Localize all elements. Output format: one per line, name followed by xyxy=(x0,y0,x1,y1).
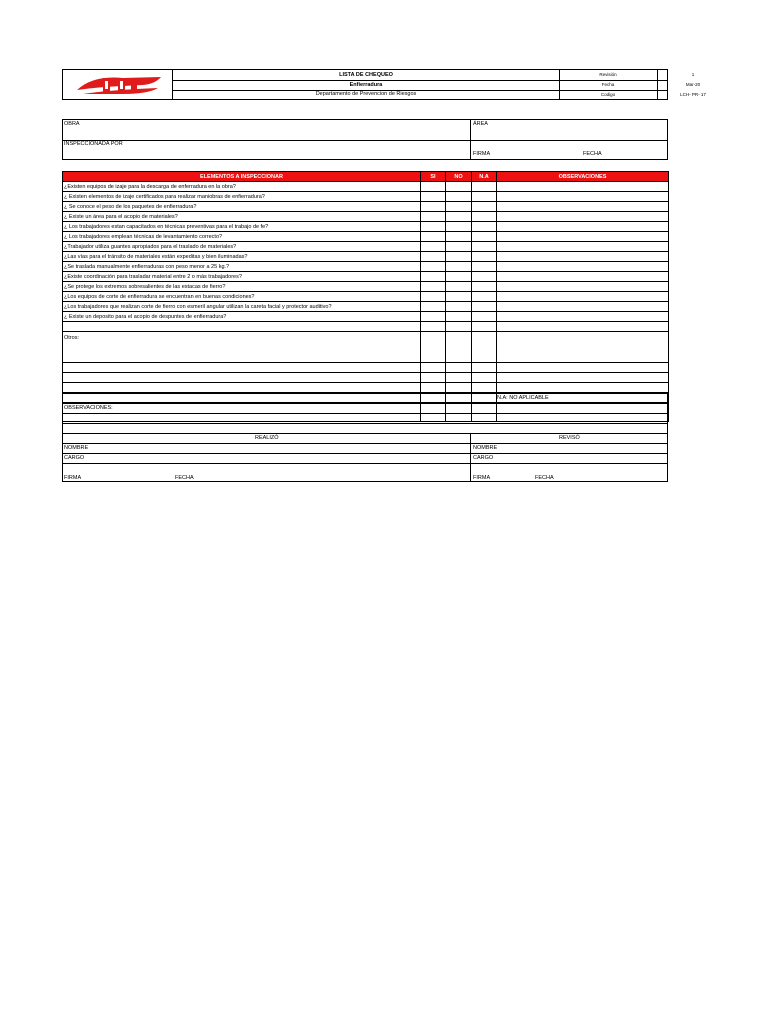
table-row xyxy=(63,192,669,202)
no-checkbox[interactable] xyxy=(446,262,472,272)
observation-cell[interactable] xyxy=(497,242,669,252)
extra-item[interactable] xyxy=(63,373,421,383)
info-fecha-label: FECHA xyxy=(583,151,602,157)
na-checkbox[interactable] xyxy=(472,272,497,282)
na-checkbox[interactable] xyxy=(472,182,497,192)
no-checkbox[interactable] xyxy=(446,272,472,282)
no-checkbox[interactable] xyxy=(446,282,472,292)
realizo-nombre-label: NOMBRE xyxy=(64,445,89,451)
no-checkbox[interactable] xyxy=(446,182,472,192)
na-checkbox[interactable] xyxy=(472,242,497,252)
table-row xyxy=(63,272,669,282)
inspection-item: ¿ Se conoce el peso de los paquetes de enfierradura? xyxy=(63,202,421,212)
inspection-item: ¿Existen equipos de izaje para la descarga de enferradura en la obra? xyxy=(63,182,421,192)
no-checkbox[interactable] xyxy=(446,373,472,383)
blank-item xyxy=(63,322,421,332)
realizo-cargo-label: CARGO xyxy=(64,455,85,461)
si-checkbox[interactable] xyxy=(421,282,446,292)
extra-item[interactable] xyxy=(63,363,421,373)
na-checkbox[interactable] xyxy=(472,373,497,383)
na-checkbox[interactable] xyxy=(472,262,497,272)
na-checkbox[interactable] xyxy=(472,312,497,322)
na-checkbox[interactable] xyxy=(472,302,497,312)
document-subtitle: Enfierradura xyxy=(173,80,560,90)
na-note: N.A: NO APLICABLE xyxy=(497,395,549,401)
table-row xyxy=(63,182,669,192)
no-checkbox[interactable] xyxy=(446,292,472,302)
inspection-item: ¿Trabajador utiliza guantes apropiados para el traslado de materiales? xyxy=(63,242,421,252)
no-checkbox[interactable] xyxy=(446,363,472,373)
obra-label: OBRA xyxy=(64,121,80,127)
lower-line-3 xyxy=(63,423,667,424)
reviso-cargo-label: CARGO xyxy=(473,455,494,461)
no-checkbox[interactable] xyxy=(446,332,472,363)
observation-cell[interactable] xyxy=(497,322,669,332)
no-checkbox[interactable] xyxy=(446,202,472,212)
si-checkbox[interactable] xyxy=(421,383,446,393)
codigo-label: Codigo xyxy=(559,90,658,99)
table-row xyxy=(63,212,669,222)
si-checkbox[interactable] xyxy=(421,202,446,212)
observation-cell[interactable] xyxy=(497,262,669,272)
na-checkbox[interactable] xyxy=(472,232,497,242)
inspection-item: ¿Las vías para el tránsito de materiales están expeditas y bien iluminadas? xyxy=(63,252,421,262)
si-checkbox[interactable] xyxy=(421,302,446,312)
department-name: Departamento de Prevencion de Riesgos xyxy=(173,90,560,99)
lower-line-1 xyxy=(63,403,667,404)
reviso-fecha-label: FECHA xyxy=(535,475,554,481)
si-checkbox[interactable] xyxy=(421,272,446,282)
inspection-item: ¿ Existe un área para el acopio de materiales? xyxy=(63,212,421,222)
inspeccionada-label: INSPECCIONADA POR xyxy=(64,141,123,147)
otros-label: Otros: xyxy=(63,332,421,363)
extra-row xyxy=(63,383,669,393)
header-no: NO xyxy=(446,172,472,182)
si-checkbox[interactable] xyxy=(421,252,446,262)
extra-row xyxy=(63,363,669,373)
si-checkbox[interactable] xyxy=(421,292,446,302)
no-checkbox[interactable] xyxy=(446,383,472,393)
table-row xyxy=(63,282,669,292)
table-row xyxy=(63,302,669,312)
realizo-label: REALIZÓ xyxy=(255,435,279,441)
observation-cell[interactable] xyxy=(497,332,669,363)
signature-divider xyxy=(470,433,471,481)
si-checkbox[interactable] xyxy=(421,312,446,322)
si-checkbox[interactable] xyxy=(421,212,446,222)
table-row-blank xyxy=(63,322,669,332)
observation-cell[interactable] xyxy=(497,302,669,312)
inspection-item: ¿Los trabajadores que realizan corte de fierro con esmeril angular utilizan la careta facial y protector auditivo? xyxy=(63,302,421,312)
realizo-firma-label: FIRMA xyxy=(64,475,82,481)
inspection-item: ¿Se protege los extremos sobresalientes de las estacas de fierro? xyxy=(63,282,421,292)
revision-value: 1 xyxy=(691,72,695,77)
header-elementos: ELEMENTOS A INSPECCIONAR xyxy=(63,172,421,182)
table-header-row xyxy=(63,172,669,182)
no-checkbox[interactable] xyxy=(446,222,472,232)
lower-line-2 xyxy=(63,413,667,414)
si-checkbox[interactable] xyxy=(421,182,446,192)
no-checkbox[interactable] xyxy=(446,192,472,202)
extra-row xyxy=(63,373,669,383)
observation-cell[interactable] xyxy=(497,272,669,282)
inspection-item: ¿ Los trabajadores emplean técnicas de levantamiento correcto? xyxy=(63,232,421,242)
table-row xyxy=(63,292,669,302)
company-logo xyxy=(63,70,173,99)
reviso-nombre-label: NOMBRE xyxy=(473,445,498,451)
na-checkbox[interactable] xyxy=(472,212,497,222)
document-header xyxy=(62,69,706,100)
si-checkbox[interactable] xyxy=(421,332,446,363)
inspection-item: ¿ Existen elementos de izaje certificados para realizar maniobras de enfierradura? xyxy=(63,192,421,202)
inspection-item: ¿Los equipos de corte de enfierradura se encuentran en buenas condiciones? xyxy=(63,292,421,302)
info-section xyxy=(62,119,668,160)
observation-cell[interactable] xyxy=(497,282,669,292)
info-row-divider xyxy=(63,140,667,141)
na-checkbox[interactable] xyxy=(472,252,497,262)
lower-line-6 xyxy=(63,453,667,454)
no-checkbox[interactable] xyxy=(446,212,472,222)
observaciones-label: OBSERVACIONES: xyxy=(64,405,113,411)
signature-section xyxy=(62,393,668,482)
na-checkbox[interactable] xyxy=(472,322,497,332)
no-checkbox[interactable] xyxy=(446,302,472,312)
inspection-item: ¿Existe coordinación para trasladar material entre 2 o más trabajadores? xyxy=(63,272,421,282)
si-checkbox[interactable] xyxy=(421,322,446,332)
table-row xyxy=(63,252,669,262)
header-na: N.A xyxy=(472,172,497,182)
observation-cell[interactable] xyxy=(497,212,669,222)
lower-line-5 xyxy=(63,443,667,444)
na-checkbox[interactable] xyxy=(472,292,497,302)
observation-cell[interactable] xyxy=(497,383,669,393)
document-title: LISTA DE CHEQUEO xyxy=(173,70,560,80)
table-row xyxy=(63,262,669,272)
si-checkbox[interactable] xyxy=(421,192,446,202)
na-checkbox[interactable] xyxy=(472,192,497,202)
observation-cell[interactable] xyxy=(497,232,669,242)
na-checkbox[interactable] xyxy=(472,202,497,212)
si-checkbox[interactable] xyxy=(421,222,446,232)
no-checkbox[interactable] xyxy=(446,232,472,242)
observation-cell[interactable] xyxy=(497,222,669,232)
no-checkbox[interactable] xyxy=(446,242,472,252)
lower-line-7 xyxy=(63,463,667,464)
no-checkbox[interactable] xyxy=(446,322,472,332)
inspection-item: ¿ Los trabajadores estan capacitados en técnicas preventivas para el trabajo de fe? xyxy=(63,222,421,232)
na-checkbox[interactable] xyxy=(472,363,497,373)
inspection-item: ¿Se traslada manualmente enfierraduras con peso menor a 25 kg.? xyxy=(63,262,421,272)
area-label: ÁREA xyxy=(473,121,488,127)
no-checkbox[interactable] xyxy=(446,252,472,262)
observation-cell[interactable] xyxy=(497,202,669,212)
observation-cell[interactable] xyxy=(497,363,669,373)
na-checkbox[interactable] xyxy=(472,282,497,292)
observation-cell[interactable] xyxy=(497,312,669,322)
info-firma-label: FIRMA xyxy=(473,151,491,157)
revision-label: Revisión xyxy=(559,70,658,80)
fecha-label: Fecha xyxy=(559,80,658,90)
inspection-item: ¿ Existe un deposito para el acopio de despuntes de enfierradura? xyxy=(63,312,421,322)
na-checkbox[interactable] xyxy=(472,222,497,232)
extra-item[interactable] xyxy=(63,383,421,393)
si-checkbox[interactable] xyxy=(421,242,446,252)
header-row-3 xyxy=(173,90,706,99)
header-observaciones: OBSERVACIONES xyxy=(497,172,669,182)
observation-cell[interactable] xyxy=(497,192,669,202)
header-si: SI xyxy=(421,172,446,182)
table-row xyxy=(63,312,669,322)
table-row xyxy=(63,222,669,232)
otros-row xyxy=(63,332,669,363)
fecha-value: Mar-20 xyxy=(685,82,701,87)
table-row xyxy=(63,202,669,212)
no-checkbox[interactable] xyxy=(446,312,472,322)
table-row xyxy=(63,242,669,252)
reviso-label: REVISÓ xyxy=(559,435,580,441)
checklist-table xyxy=(62,171,669,422)
si-checkbox[interactable] xyxy=(421,373,446,383)
codigo-value: LCH- PR- 17 xyxy=(680,92,706,97)
reviso-firma-label: FIRMA xyxy=(473,475,491,481)
na-checkbox[interactable] xyxy=(472,383,497,393)
observation-cell[interactable] xyxy=(497,252,669,262)
lower-line-4 xyxy=(63,433,667,434)
na-checkbox[interactable] xyxy=(472,332,497,363)
si-checkbox[interactable] xyxy=(421,262,446,272)
table-row xyxy=(63,232,669,242)
si-checkbox[interactable] xyxy=(421,232,446,242)
observation-cell[interactable] xyxy=(497,292,669,302)
observation-cell[interactable] xyxy=(497,182,669,192)
si-checkbox[interactable] xyxy=(421,363,446,373)
observation-cell[interactable] xyxy=(497,373,669,383)
realizo-fecha-label: FECHA xyxy=(175,475,194,481)
